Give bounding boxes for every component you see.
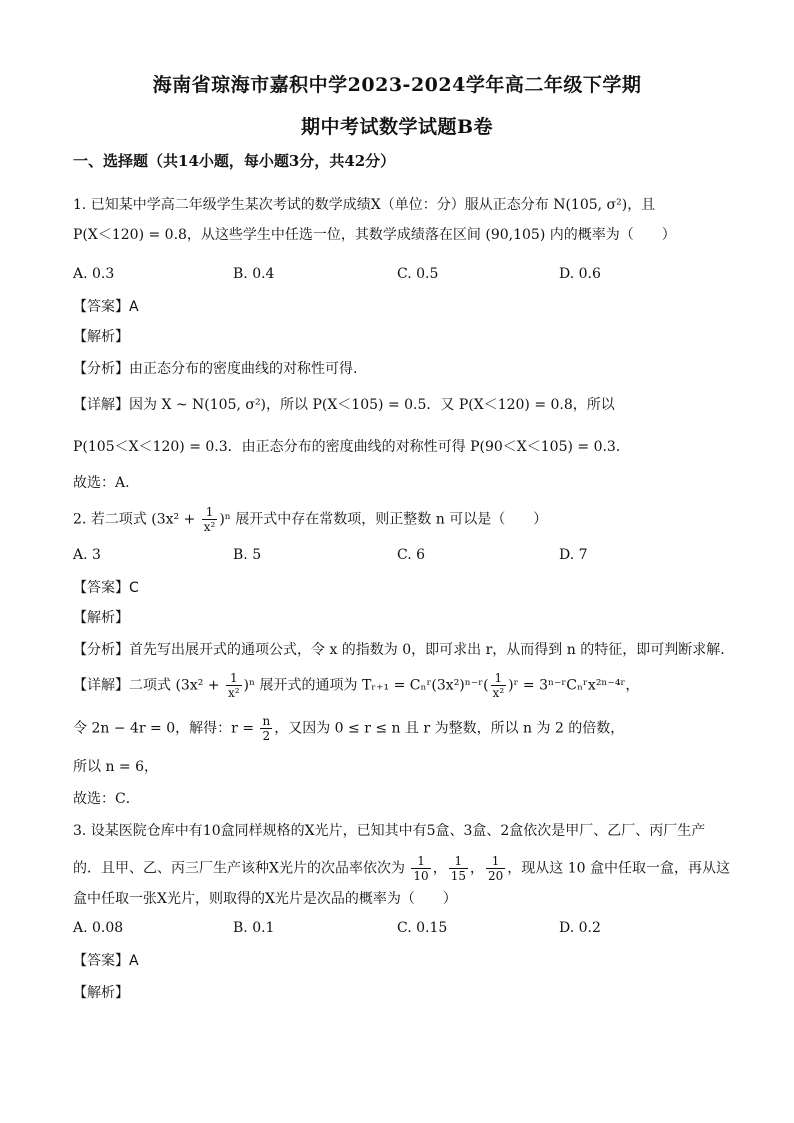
q1-analysis-label: 【解析】 (73, 329, 129, 345)
q2-detail-fraction1: $\frac{1}{\text{x²}}$ (227, 671, 240, 700)
q2-detail-line1: 【详解】二项式 (3x² + $\frac{1}{\text{x²}}$ )ⁿ 展开式的通项为 Tᵣ₊₁ = Cₙʳ(3x²)ⁿ⁻ʳ( $\frac{1}{\text{x²}}$ )ʳ = 3ⁿ⁻ʳCₙʳx²ⁿ⁻⁴ʳ， (73, 671, 640, 700)
q2-stem (73, 505, 723, 534)
q2-stem-part1: 2. 若二项式 (3x² + (73, 511, 200, 528)
q3-fraction1: $\frac{1}{10}$ (413, 854, 429, 883)
q3-options (73, 920, 723, 942)
page-subtitle: 期中考试数学试题B卷 (300, 116, 494, 138)
q2-stem-fraction: $\frac{1}{\text{x²}}$ (203, 505, 216, 534)
q1-option-c: C. 0.5 (397, 266, 439, 282)
q3-answer: 【答案】A (73, 953, 139, 969)
q2-option-c: C. 6 (397, 547, 426, 563)
q3-option-b: B. 0.1 (233, 920, 275, 936)
q3-option-a: A. 0.08 (73, 920, 124, 936)
q3-option-d: D. 0.2 (559, 920, 601, 936)
q1-fenxi: 【分析】由正态分布的密度曲线的对称性可得. (73, 361, 358, 377)
q3-fraction2: $\frac{1}{15}$ (450, 854, 466, 883)
page-title: 海南省琼海市嘉积中学2023-2024学年高二年级下学期 (152, 74, 642, 96)
q2-option-d: D. 7 (559, 547, 588, 563)
q1-stem-line1: 1. 已知某中学高二年级学生某次考试的数学成绩X（单位：分）服从正态分布 N(105, σ²)，且 (73, 197, 656, 213)
q3-fraction3: $\frac{1}{20}$ (487, 854, 504, 883)
section-heading: 一、选择题（共14小题，每小题3分，共42分） (73, 152, 396, 170)
q2-detail-line2: 令 2n − 4r = 0，解得：r = $\frac{n}{2}$ ，又因为 0 ≤ r ≤ n 且 r 为整数，所以 n 为 2 的倍数， (73, 714, 625, 743)
q2-option-a: A. 3 (73, 547, 101, 563)
q1-detail-line2: P(105＜X＜120) = 0.3．由正态分布的密度曲线的对称性可得 P(90＜X＜105) = 0.3． (73, 439, 630, 455)
q1-detail-line1: 【详解】因为 X ~ N(105, σ²)，所以 P(X＜105) = 0.5．又 P(X＜120) = 0.8，所以 (73, 397, 615, 413)
q2-detail-fraction3: $\frac{n}{2}$ (262, 714, 271, 743)
q3-stem-line1: 3. 设某医院仓库中有10盒同样规格的X光片，已知其中有5盒、3盒、2盒依次是甲厂、乙厂、丙厂生产 (73, 823, 706, 839)
q3-option-c: C. 0.15 (397, 920, 448, 936)
q3-stem-line2: 的．且甲、乙、丙三厂生产该种X光片的次品率依次为 $\frac{1}{10}$ ， $\frac{1}{15}$ ， $\frac{1}{20}$ ，现从这 10 盒中任取一盒，再从这 (73, 854, 730, 883)
q2-detail-line3: 所以 n = 6， (73, 759, 159, 775)
q1-option-d: D. 0.6 (559, 266, 601, 282)
q2-conclusion: 故选：C． (73, 791, 140, 807)
q3-stem-line3: 盒中任取一张X光片，则取得的X光片是次品的概率为（ ） (73, 891, 457, 907)
q2-stem-part2: )ⁿ 展开式中存在常数项，则正整数 n 可以是（ ） (219, 511, 548, 528)
q1-option-b: B. 0.4 (233, 266, 275, 282)
q1-conclusion: 故选：A. (73, 475, 130, 491)
q2-fenxi: 【分析】首先写出展开式的通项公式，令 x 的指数为 0，即可求出 r，从而得到 n 的特征，即可判断求解. (73, 642, 725, 658)
q1-options (73, 266, 723, 288)
q3-analysis-label: 【解析】 (73, 985, 129, 1001)
q2-options (73, 547, 723, 569)
q1-stem-line2: P(X＜120) = 0.8，从这些学生中任选一位，其数学成绩落在区间 (90,105) 内的概率为（ ） (73, 227, 676, 243)
q2-detail-fraction2: $\frac{1}{\text{x²}}$ (492, 671, 505, 700)
q1-option-a: A. 0.3 (73, 266, 115, 282)
q2-answer: 【答案】C (73, 580, 139, 596)
q2-analysis-label: 【解析】 (73, 610, 129, 626)
q2-option-b: B. 5 (233, 547, 262, 563)
q1-answer: 【答案】A (73, 299, 139, 315)
